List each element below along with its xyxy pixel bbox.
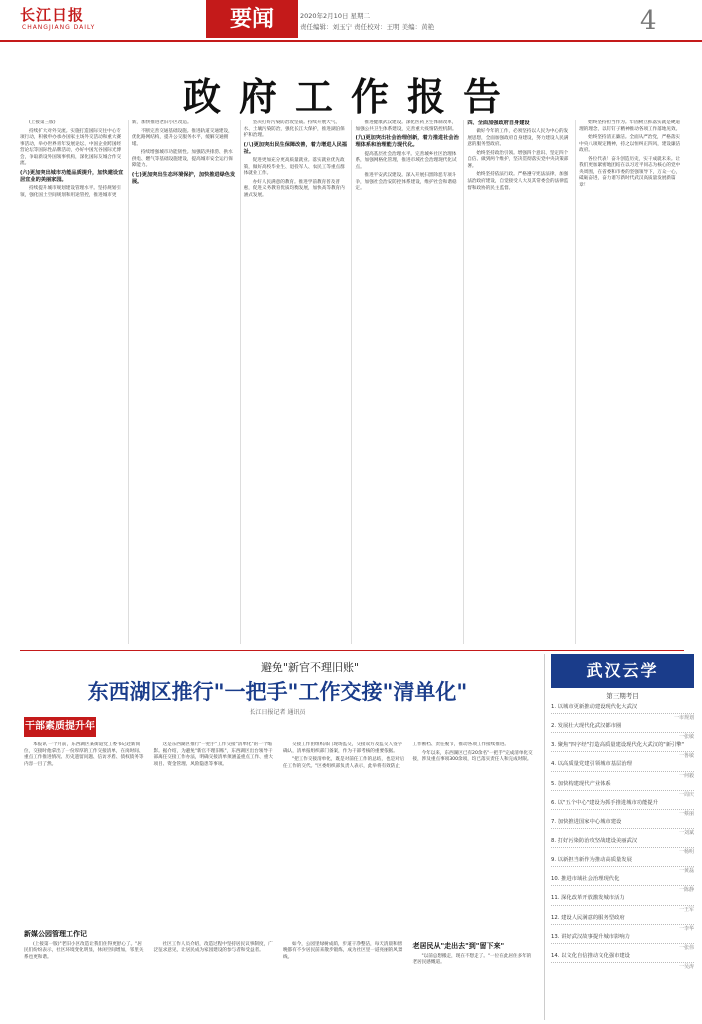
sidebar-item-author: 一张敏 — [678, 734, 694, 741]
sidebar-item-author: 一杨明 — [678, 849, 694, 856]
sidebar-item-author: 一陈静 — [678, 887, 694, 894]
page-number: 4 — [640, 6, 657, 36]
feature-paragraph: 这是东西湖区推行"一把手"工作交接"清单化"的一个缩影。据介绍，为避免"新官不理旧账"，东西湖区出台领导干部离任交接工作办法，明确交接清单须涵盖重点工作、重大项目、资金管理、风险隐患等事项。 — [153, 742, 273, 767]
sidebar-item: 10. 推进市域社会治理现代化 — [551, 874, 694, 886]
report-paragraph: 推进健康武汉建设。深化医药卫生体制改革，加强公共卫生体系建设，完善重大疫情防控机制。 — [355, 120, 457, 132]
sidebar-item-author: 一吴涛 — [678, 963, 694, 970]
report-paragraph: 持续增强城市功能韧性。加强防洪排涝、供水供电、燃气等基础设施建设，提高城市安全运行保障能力。 — [131, 150, 233, 169]
report-subhead: (七)更加突出生态环境保护，加快推进绿色发展。 — [131, 171, 236, 185]
masthead — [0, 0, 702, 42]
report-title: 政府工作报告 — [182, 74, 519, 119]
feature-body — [24, 742, 534, 924]
bottom-paragraph: "以前总想搬走，现在不想走了。"一位在此居住多年的老居民感慨道。 — [412, 953, 532, 966]
sidebar-item-author: 一王军 — [678, 906, 694, 913]
bottom-article-subtitle: 老居民从"走出去"到"留下来" — [412, 941, 505, 950]
editors-line: 责任编辑：刘玉宁 责任校对：王明 美编：黄艳 — [300, 23, 435, 31]
report-subhead: 四、全面加强政府自身建设 — [467, 120, 530, 126]
report-subhead: (八)更加突出民生保障改善，着力增进人民福祉。 — [243, 141, 347, 155]
sidebar-item: 7. 加快推进国家中心城市建设 — [551, 817, 694, 829]
report-paragraph: 始终坚持清正廉洁。全面从严治党，严格落实中央八项规定精神，持之以恒纠正四风，建设廉洁政府。 — [579, 135, 681, 154]
sidebar-issue: 第三期考目 — [606, 692, 639, 700]
sidebar-item: 2. 发展壮大现代化武汉都市圈 — [551, 721, 694, 733]
dateline: 2020年2月10日 星期二 — [300, 12, 371, 20]
report-paragraph: (上接第三版) — [29, 120, 56, 125]
feature-paragraph: 本报讯 一个月前，东西湖区某街道党工委书记赴新岗位，交接时他拿出了一份厚厚的工作交接清单，在岗时间、重点工作推进情况、历史遗留问题、信访矛盾、债权债务等内容一目了然。 — [24, 742, 144, 767]
sidebar-item: 5. 加快构建现代产业体系 — [551, 779, 694, 791]
sidebar-item: 1. 以城市更新推动建设现代化大武汉 — [551, 702, 694, 714]
report-paragraph: 持续扩大对外交流。实施打造国际交往中心专项行动，积极申办承办国家主场外交活动和重大赛事活动，举办世界青年发展论坛、中国企业跨国经营论坛等国际性品牌活动，办好中国光谷国际光博会，争取新设外国领事机构，深化国际友城合作交流。 — [20, 128, 122, 167]
report-paragraph: 坚决打好污染防治攻坚战。持续开展大气、水、土壤污染防治，强化长江大保护，推进湖泊保护和治理。 — [243, 120, 345, 139]
report-paragraph: 不断完善交通基础设施。推进轨道交通建设，优化路网结构，提升公交服务水平，缓解交通拥堵。 — [131, 128, 233, 147]
sidebar-item: 14. 以文化自信推动文化强市建设 — [551, 951, 694, 963]
newspaper-logo: 长江日报 — [20, 6, 85, 24]
feature-paragraph: 交接工作由组织部门现场监交，交接双方及监交人签字确认，清单报组织部门备案，作为干部考核的重要依据。 — [283, 742, 403, 754]
bottom-article-title: 新媒公园管理工作记 — [24, 930, 87, 938]
report-paragraph: 提高基层社会治理水平。完善城乡社区治理体系，加强网格化管理，推进市域社会治理现代化试点。 — [355, 151, 457, 170]
sidebar-item: 8. 打好污染防治攻坚战建设美丽武汉 — [551, 836, 694, 848]
sidebar-item-author: 一周庆 — [678, 791, 694, 798]
bottom-paragraph: 社区工作人员介绍，改造过程中坚持居民议事制度，广泛征求意见，让居民成为家园建设的参与者和受益者。 — [153, 941, 273, 954]
feature-paragraph: "把工作交接清单化，既是对前任工作的总结，也是对后任工作的交代。"区委组织部负责人表示，此举将有效防止工作断档、责任脱节，推动各项工作接续推进。 — [283, 742, 509, 769]
bottom-paragraph: 如今，公园里绿树成荫，步道干净整洁，每天清晨和傍晚都有不少居民前来散步锻炼，成为社区里一道亮丽的风景线。 — [283, 941, 403, 960]
report-paragraph: 推进平安武汉建设。深入开展扫黑除恶专项斗争，加强社会治安防控体系建设，维护社会和谐稳定。 — [355, 173, 457, 192]
report-subhead: (六)更加突出城市功能品质提升，加快建设宜居宜业的美丽家园。 — [20, 169, 124, 183]
sidebar-item-author: 一市规划 — [673, 715, 694, 722]
report-paragraph: 做好今年的工作，必须坚持以人民为中心的发展思想，全面加强政府自身建设，努力建设人民满意的服务型政府。 — [467, 129, 569, 148]
sidebar-item-author: 一刘斌 — [678, 829, 694, 836]
sidebar-title: 武汉云学 — [551, 654, 694, 688]
sidebar-item: 11. 深化改革开放激发城市活力 — [551, 893, 694, 905]
column-label: 干部素质提升年 — [24, 717, 96, 737]
report-paragraph: 各位代表！奋斗创造历史，实干成就未来。让我们更加紧密地团结在以习近平同志为核心的党中央周围，在省委和市委的坚强领导下，万众一心，砥砺奋进，奋力谱写新时代武汉高质量发展新篇章！ — [579, 156, 681, 188]
section-divider — [20, 650, 684, 651]
report-paragraph: 始终坚持担当作为。牢固树立抓落实就是硬道理的理念，以钉钉子精神推动各项工作落地见效。 — [579, 120, 681, 132]
sidebar-item-author: 一何毅 — [678, 772, 694, 779]
sidebar-item-author: 一鲁敏 — [678, 753, 694, 760]
section-badge: 要闻 — [206, 0, 298, 38]
report-paragraph: 始终坚持政治引领。增强四个意识、坚定四个自信、做到两个维护，坚决贯彻落实党中央决策部署。 — [467, 150, 569, 169]
sidebar-item-author: 一李华 — [678, 925, 694, 932]
report-paragraph: 促进更加充分更高质量就业。落实就业优先政策，做好高校毕业生、退役军人、农民工等重点群体就业工作。 — [243, 158, 345, 177]
feature-headline: 东西湖区推行"一把手"工作交接"清单化" — [87, 679, 468, 704]
sidebar-column — [544, 654, 694, 1020]
report-paragraph: 办好人民满意的教育。推进学前教育普及普惠，促进义务教育优质均衡发展，加快高等教育内涵式发展。 — [243, 179, 345, 198]
newspaper-logo-sub: CHANGJIANG DAILY — [22, 24, 96, 31]
sidebar-item-author: 一黄磊 — [678, 868, 694, 875]
feature-kicker: 避免"新官不理旧账" — [260, 661, 360, 674]
feature-byline: 长江日报记者 通讯员 — [249, 709, 306, 716]
sidebar-item: 3. 聚焦"四字经"打造高质量建设现代化大武汉的"新引擎" — [551, 740, 694, 752]
sidebar-item: 13. 讲好武汉故事提升城市影响力 — [551, 932, 694, 944]
sidebar-item: 12. 建设人民满意的服务型政府 — [551, 913, 694, 925]
sidebar-item: 6. 以"五个中心"建设为抓手推进城市功能提升 — [551, 798, 694, 810]
sidebar-item-author: 一张伟 — [678, 944, 694, 951]
feature-paragraph: 今年以来，东西湖区已有20余名"一把手"完成清单化交接，涉及重点事项300余项，均已落实责任人和完成时限。 — [412, 750, 533, 763]
sidebar-item-author: 一蔡丽 — [678, 810, 694, 817]
report-paragraph: 持续提升城市规划建设管理水平。坚持规划引领，强化国土空间规划和用途管控，推进城市更新，加快推进老旧小区改造。 — [20, 120, 192, 198]
sidebar-item: 4. 以高质量党建引领城市基层治理 — [551, 759, 694, 771]
sidebar-item: 9. 以新担当新作为推动高质量发展 — [551, 855, 694, 867]
bottom-article — [24, 930, 534, 1010]
report-body — [20, 120, 684, 644]
sidebar-list — [551, 702, 694, 970]
report-subhead: (九)更加突出社会治理创新，着力推进社会治理体系和治理能力现代化。 — [355, 135, 459, 149]
report-paragraph: 始终坚持依法行政。严格遵守宪法法律，加强法治政府建设，自觉接受人大及其常委会的法律监督和政协的民主监督。 — [467, 172, 569, 191]
bottom-paragraph: (上接第一版)"老旧小区改造让我们住得更舒心了。"居民们纷纷表示，社区环境变化明显，休闲空间增加，邻里关系也更和谐。 — [24, 941, 144, 960]
